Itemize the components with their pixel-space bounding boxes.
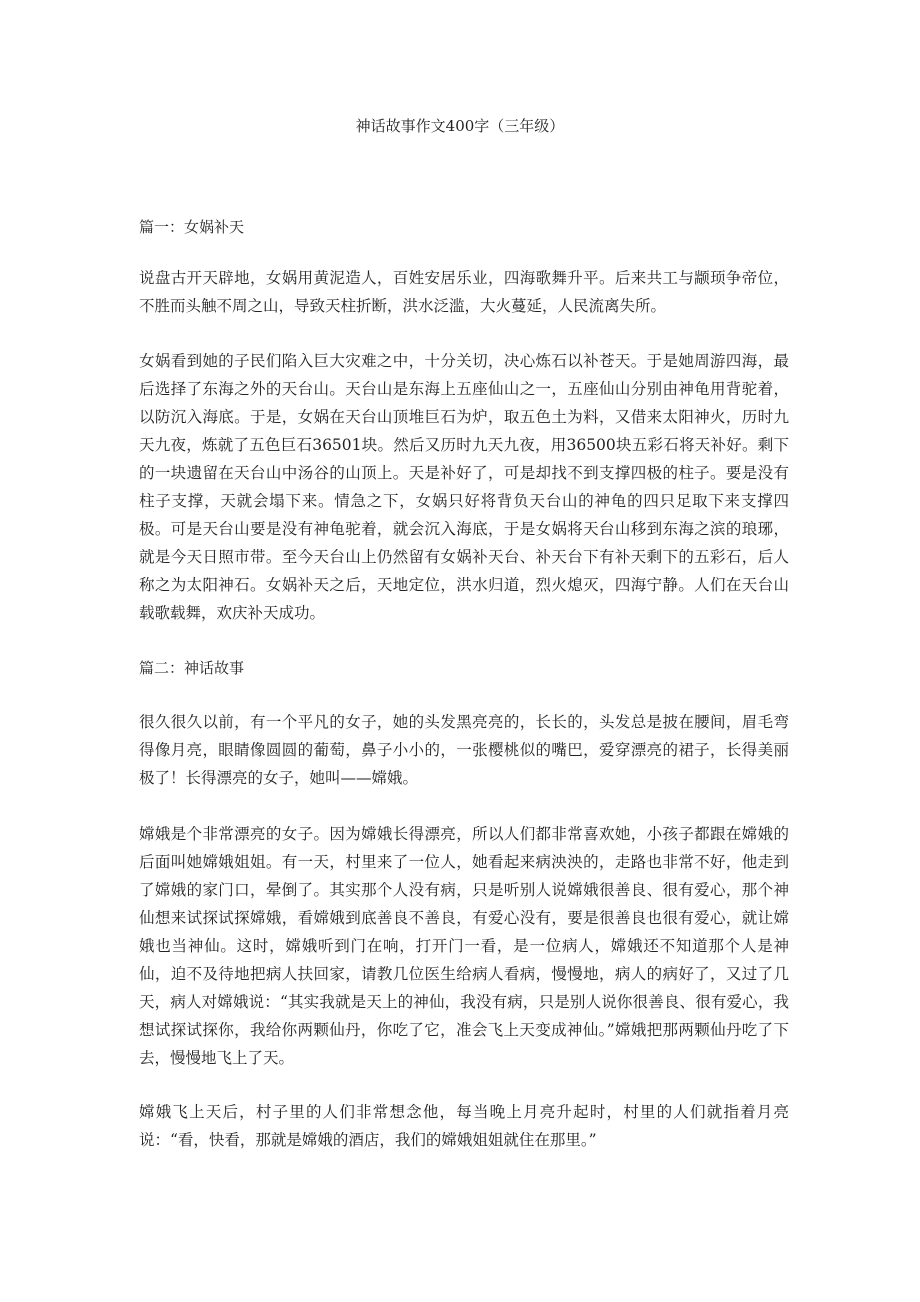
paragraph-5: 嫦娥飞上天后，村子里的人们非常想念他，每当晚上月亮升起时，村里的人们就指着月亮说：“看，快看，那就是嫦娥的酒店，我们的嫦娥姐姐就住在那里。” — [139, 1103, 789, 1149]
document-title: 神话故事作文400字（三年级） — [355, 117, 565, 135]
paragraph-4: 嫦娥是个非常漂亮的女子。因为嫦娥长得漂亮，所以人们都非常喜欢她，小孩子都跟在嫦娥的后面叫她嫦娥姐姐。有一天，村里来了一位人，她看起来病泱泱的，走路也非常不好，他走到了嫦娥的家门口，晕倒了。其实那个人没有病，只是听别人说嫦娥很善良、很有爱心，那个神仙想来试探试探嫦娥，看嫦娥到底善良不善良，有爱心没有，要是很善良也很有爱心，就让嫦娥也当神仙。这时，嫦娥听到门在响，打开门一看，是一位病人，嫦娥还不知道那个人是神仙，迫不及待地把病人扶回家，请教几位医生给病人看病，慢慢地，病人的病好了，又过了几天，病人对嫦娥说：“其实我就是天上的神仙，我没有病，只是别人说你很善良、很有爱心，我想试探试探你，我给你两颗仙丹，你吃了它，准会飞上天变成神仙。”嫦娥把那两颗仙丹吃了下去，慢慢地飞上了天。 — [139, 825, 789, 1067]
section-heading-2: 篇二：神话故事 — [139, 659, 245, 677]
paragraph-3: 很久很久以前，有一个平凡的女子，她的头发黑亮亮的，长长的，头发总是披在腰间，眉毛弯得像月亮，眼睛像圆圆的葡萄，鼻子小小的，一张樱桃似的嘴巴，爱穿漂亮的裙子，长得美丽极了！长得漂亮的女子，她叫——嫦娥。 — [139, 713, 789, 787]
paragraph-1: 说盘古开天辟地，女娲用黄泥造人，百姓安居乐业，四海歌舞升平。后来共工与颛顼争帝位，不胜而头触不周之山，导致天柱折断，洪水泛滥，大火蔓延，人民流离失所。 — [139, 269, 789, 315]
paragraph-2: 女娲看到她的子民们陷入巨大灾难之中，十分关切，决心炼石以补苍天。于是她周游四海，最后选择了东海之外的天台山。天台山是东海上五座仙山之一，五座仙山分别由神龟用背驼着，以防沉入海底。于是，女娲在天台山顶堆巨石为炉，取五色土为料，又借来太阳神火，历时九天九夜，炼就了五色巨石36501块。然后又历时九天九夜，用36500块五彩石将天补好。剩下的一块遗留在天台山中汤谷的山顶上。天是补好了，可是却找不到支撑四极的柱子。要是没有柱子支撑，天就会塌下来。情急之下，女娲只好将背负天台山的神龟的四只足取下来支撑四极。可是天台山要是没有神龟驼着，就会沉入海底，于是女娲将天台山移到东海之滨的琅琊，就是今天日照市带。至今天台山上仍然留有女娲补天台、补天台下有补天剩下的五彩石，后人称之为太阳神石。女娲补天之后，天地定位，洪水归道，烈火熄灭，四海宁静。人们在天台山载歌载舞，欢庆补天成功。 — [139, 352, 789, 622]
section-heading-1: 篇一：女娲补天 — [139, 218, 245, 236]
